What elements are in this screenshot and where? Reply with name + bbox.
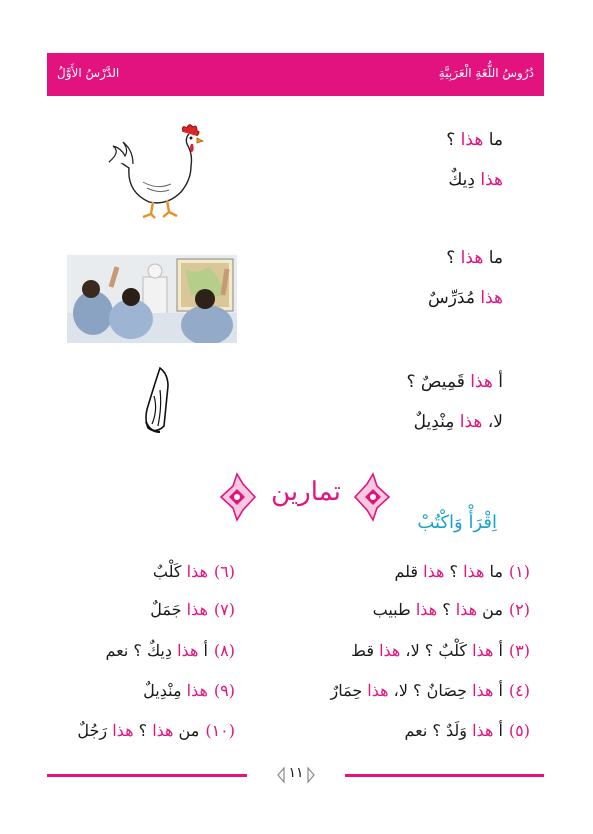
- text-segment: حِمَارٌ: [330, 681, 368, 700]
- text-segment: قط: [351, 641, 380, 660]
- exercise-item: (٢)من هذا ؟ هذا طبيب: [372, 600, 530, 619]
- keyword-hadha: هذا: [367, 681, 389, 700]
- page-header: [47, 53, 544, 96]
- exercise-item: (٨)أ هذا دِيكٌ ؟ نعم: [105, 641, 235, 660]
- rooster-illustration: [105, 122, 207, 220]
- text-segment: مِنْدِيلٌ: [143, 681, 187, 700]
- keyword-hadha: هذا: [472, 641, 494, 660]
- dialog-3-answer: [414, 412, 503, 432]
- text-segment: من: [477, 600, 503, 619]
- text-segment: من: [173, 721, 200, 740]
- text-segment: ما: [484, 562, 503, 581]
- exercise-item: (٤)أ هذا حِصَانٌ ؟ لا، هذا حِمَارٌ: [330, 681, 530, 700]
- keyword-hadha: هذا: [470, 372, 493, 392]
- handkerchief-illustration: [140, 366, 176, 436]
- text-segment: ؟: [444, 562, 464, 581]
- keyword-hadha: هذا: [186, 681, 208, 700]
- footer-rule-left: [47, 774, 247, 777]
- ornament-right-icon: [351, 472, 395, 522]
- dialog-1-answer: [448, 170, 503, 190]
- text-segment: كَلْبٌ: [152, 562, 187, 581]
- text-segment: ما: [483, 130, 503, 150]
- dialog-1-question: [446, 130, 503, 150]
- keyword-hadha: هذا: [460, 130, 484, 150]
- text-segment: حِصَانٌ ؟ لا،: [388, 681, 473, 700]
- text-segment: أ: [493, 681, 503, 700]
- ornament-left-icon: [215, 472, 259, 522]
- exercise-item: (٩)هذا مِنْدِيلٌ: [143, 681, 235, 700]
- exercise-item: (١٠)من هذا ؟ هذا رَجُلٌ: [77, 721, 235, 740]
- keyword-hadha: هذا: [112, 721, 134, 740]
- text-segment: ؟: [133, 721, 153, 740]
- text-segment: أ: [493, 641, 503, 660]
- page-number: [266, 764, 326, 786]
- exercise-item: (٣)أ هذا كَلْبٌ ؟ لا، هذا قط: [351, 641, 530, 660]
- text-segment: قَمِيصٌ ؟: [406, 372, 471, 392]
- keyword-hadha: هذا: [460, 248, 484, 268]
- exercises-heading: [215, 472, 395, 522]
- section-title: تمارين: [271, 477, 341, 507]
- book-title: دُرُوسُ اللُّغَةِ الْعَرَبِيَّةِ: [438, 66, 534, 80]
- keyword-hadha: هذا: [472, 681, 494, 700]
- dialog-2-question: [446, 248, 503, 268]
- classroom-photo: [67, 255, 237, 343]
- text-segment: ؟: [446, 248, 461, 268]
- dialog-3-question: [406, 372, 503, 392]
- footer-rule-right: [345, 774, 544, 777]
- keyword-hadha: هذا: [480, 288, 503, 308]
- keyword-hadha: هذا: [152, 721, 174, 740]
- keyword-hadha: هذا: [480, 170, 503, 190]
- keyword-hadha: هذا: [455, 600, 478, 619]
- text-segment: كَلْبٌ ؟ لا،: [400, 641, 473, 660]
- keyword-hadha: هذا: [186, 600, 208, 619]
- text-segment: أ: [493, 721, 503, 740]
- text-segment: وَلَدٌ ؟ نعم: [404, 721, 473, 740]
- keyword-hadha: هذا: [463, 562, 485, 581]
- text-segment: دِيكٌ ؟ نعم: [105, 641, 178, 660]
- keyword-hadha: هذا: [186, 562, 208, 581]
- text-segment: مُدَرِّسٌ: [427, 288, 481, 308]
- text-segment: ؟: [437, 600, 456, 619]
- text-segment: لا،: [482, 412, 503, 432]
- page-number-text: ١١: [288, 765, 304, 781]
- keyword-hadha: هذا: [177, 641, 199, 660]
- keyword-hadha: هذا: [415, 600, 438, 619]
- dialog-2-answer: [428, 288, 503, 308]
- exercise-item: (١)ما هذا ؟ هذا قلم: [394, 562, 530, 581]
- keyword-hadha: هذا: [459, 412, 483, 432]
- text-segment: طبيب: [372, 600, 416, 619]
- instruction-text: اِقْرَأْ وَاكْتُبْ: [417, 512, 497, 533]
- text-segment: مِنْدِيلٌ: [413, 412, 460, 432]
- keyword-hadha: هذا: [379, 641, 401, 660]
- text-segment: رَجُلٌ: [77, 721, 113, 740]
- text-segment: دِيكٌ: [448, 170, 481, 190]
- lesson-title: الدَّرْسُ الأَوَّلُ: [57, 66, 120, 80]
- text-segment: ؟: [446, 130, 461, 150]
- keyword-hadha: هذا: [472, 721, 494, 740]
- exercise-item: (٧)هذا جَمَلٌ: [150, 600, 235, 619]
- text-segment: قلم: [394, 562, 424, 581]
- text-segment: جَمَلٌ: [150, 600, 187, 619]
- text-segment: أ: [492, 372, 503, 392]
- exercise-item: (٥)أ هذا وَلَدٌ ؟ نعم: [404, 721, 530, 740]
- text-segment: ما: [483, 248, 503, 268]
- exercise-item: (٦)هذا كَلْبٌ: [152, 562, 235, 581]
- keyword-hadha: هذا: [423, 562, 445, 581]
- text-segment: أ: [198, 641, 208, 660]
